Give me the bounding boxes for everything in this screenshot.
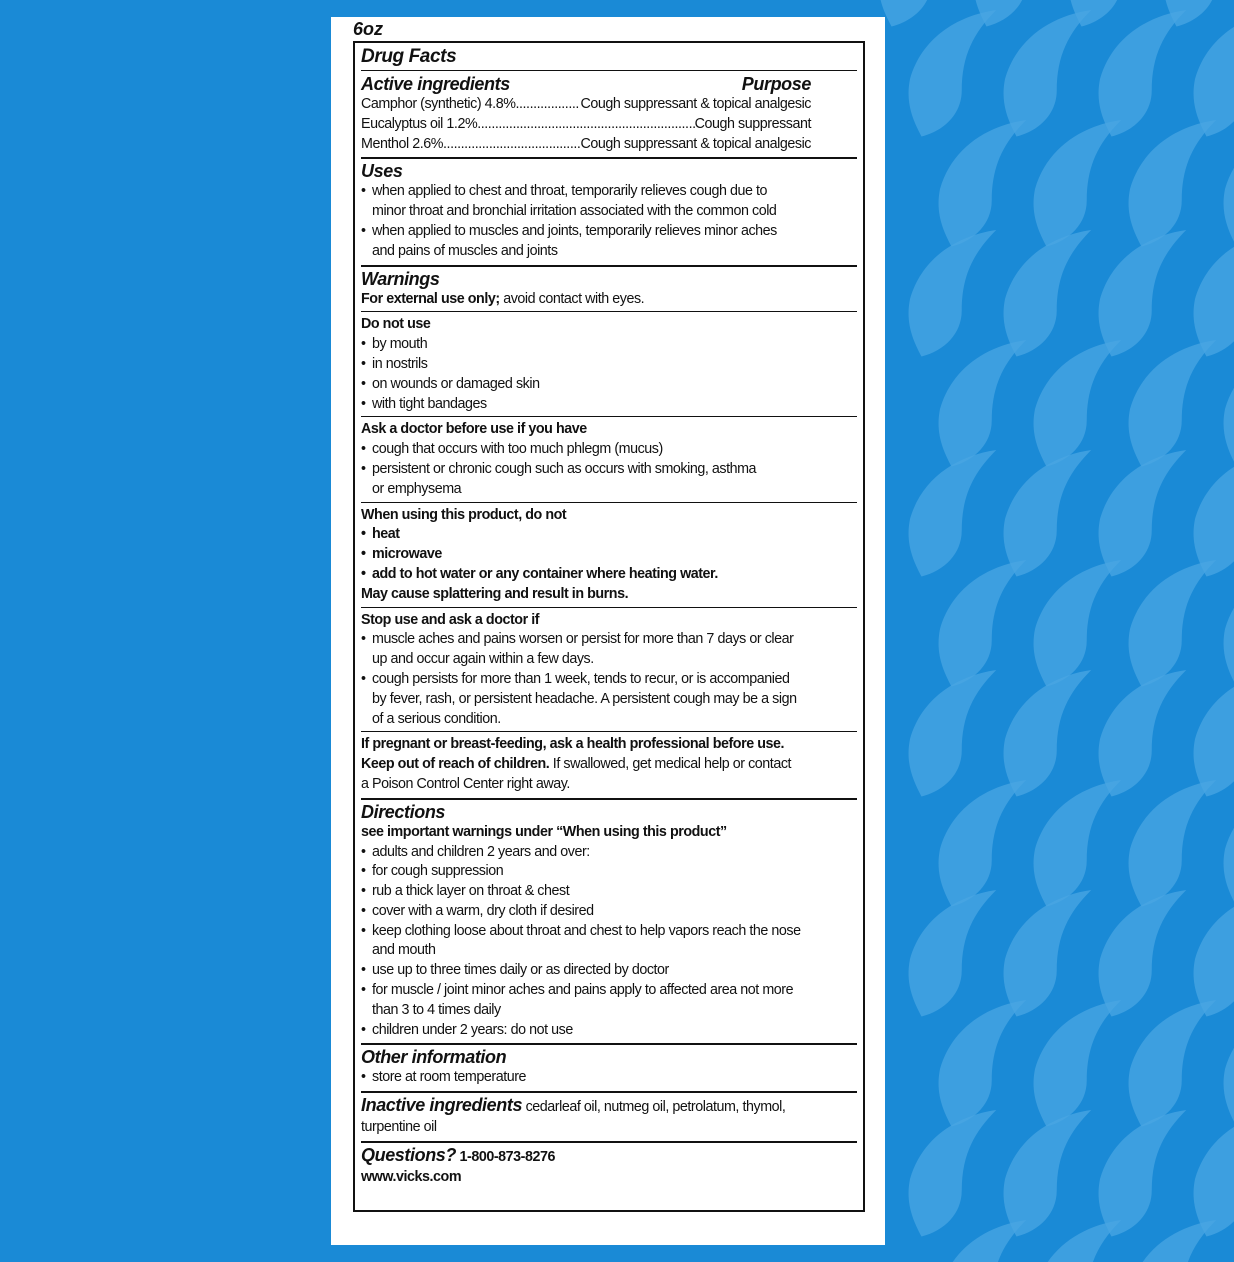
wave-shape bbox=[1194, 1110, 1234, 1237]
wave-shape bbox=[1099, 1110, 1187, 1237]
list-item: • when applied to chest and throat, temporarily relieves cough due to minor throat and bronchial irritation associated with the common cold bbox=[361, 182, 857, 222]
wave-shape bbox=[1194, 230, 1234, 357]
list-item: • use up to three times daily or as directed by doctor bbox=[361, 961, 857, 981]
inactive-ingredients-section: Inactive ingredients cedarleaf oil, nutmeg oil, petrolatum, thymol, turpentine oil bbox=[361, 1093, 857, 1143]
list-item: • in nostrils bbox=[361, 355, 857, 375]
wave-shape bbox=[1129, 1220, 1217, 1262]
warnings-heading: Warnings bbox=[361, 268, 440, 289]
active-ingredients-section bbox=[361, 43, 857, 159]
list-item: • heat bbox=[361, 525, 857, 545]
list-item: • for muscle / joint minor aches and pains apply to affected area not more than 3 to 4 times daily bbox=[361, 981, 857, 1021]
ingredient-row: Camphor (synthetic) 4.8% ..... Cough suppressant & topical analgesic bbox=[361, 95, 857, 115]
wave-shape bbox=[1129, 560, 1217, 687]
wave-shape bbox=[1224, 1000, 1234, 1127]
other-information-section bbox=[361, 1045, 857, 1093]
wave-shape bbox=[1194, 10, 1234, 137]
list-item: • for cough suppression bbox=[361, 862, 857, 882]
wave-shape bbox=[909, 230, 997, 357]
wave-shape bbox=[1034, 560, 1122, 687]
list-item: • persistent or chronic cough such as occurs with smoking, asthma or emphysema bbox=[361, 460, 857, 500]
questions-heading: Questions? bbox=[361, 1145, 457, 1166]
list-item: • by mouth bbox=[361, 335, 857, 355]
list-item: • cough that occurs with too much phlegm (mucus) bbox=[361, 440, 857, 460]
wave-shape bbox=[1224, 340, 1234, 467]
stop-use-block: Stop use and ask a doctor if • muscle aches and pains worsen or persist for more than 7 days or clear up and occur again within a few days. • cough persists for more than 1 week, tends to recur, or is accompanied by fever, rash, or persistent headache. A persistent cough may be a sign of a serious condition. bbox=[361, 611, 857, 730]
wave-shape bbox=[1129, 120, 1217, 247]
wave-shape bbox=[1034, 340, 1122, 467]
ingredient-row: Eucalyptus oil 1.2% ..... Cough suppressant bbox=[361, 115, 857, 135]
external-use-line: For external use only; avoid contact with eyes. bbox=[361, 290, 645, 307]
list-item: • keep clothing loose about throat and chest to help vapors reach the nose and mouth bbox=[361, 922, 857, 962]
wave-shape bbox=[909, 890, 997, 1017]
wave-shape bbox=[909, 10, 997, 137]
wave-shape bbox=[1129, 340, 1217, 467]
warnings-section bbox=[361, 267, 857, 800]
questions-section bbox=[361, 1143, 857, 1191]
wave-shape bbox=[939, 560, 1027, 687]
list-item: • microwave bbox=[361, 545, 857, 565]
active-ingredients-heading: Active ingredients bbox=[361, 74, 510, 94]
wave-shape bbox=[1069, 0, 1157, 27]
wave-shape bbox=[1034, 120, 1122, 247]
wave-shape bbox=[939, 1000, 1027, 1127]
wave-shape bbox=[1004, 670, 1092, 797]
wave-shape bbox=[939, 1220, 1027, 1262]
wave-shape bbox=[1194, 670, 1234, 797]
wave-shape bbox=[1099, 230, 1187, 357]
wave-shape bbox=[1004, 10, 1092, 137]
wave-shape bbox=[1099, 10, 1187, 137]
wave-shape bbox=[1034, 1000, 1122, 1127]
purpose-heading: Purpose bbox=[741, 74, 811, 94]
wave-shape bbox=[909, 1110, 997, 1237]
wave-shape bbox=[1129, 780, 1217, 907]
list-item: • add to hot water or any container where heating water. bbox=[361, 565, 857, 585]
wave-shape bbox=[1004, 230, 1092, 357]
list-item: • rub a thick layer on throat & chest bbox=[361, 882, 857, 902]
wave-shape bbox=[939, 340, 1027, 467]
uses-section bbox=[361, 159, 857, 266]
wave-shape bbox=[1004, 890, 1092, 1017]
list-item: • adults and children 2 years and over: bbox=[361, 843, 857, 863]
uses-heading: Uses bbox=[361, 161, 403, 182]
wave-shape bbox=[909, 670, 997, 797]
pregnancy-block: If pregnant or breast-feeding, ask a health professional before use. Keep out of reach of children. If swallowed, get medical help or contact a Poison Control Center right away. bbox=[361, 736, 792, 792]
wave-shape bbox=[1004, 450, 1092, 577]
drug-facts-panel bbox=[353, 41, 865, 1212]
list-item: • on wounds or damaged skin bbox=[361, 375, 857, 395]
list-item: • store at room temperature bbox=[361, 1068, 857, 1088]
wave-shape bbox=[1194, 450, 1234, 577]
other-information-heading: Other information bbox=[361, 1047, 507, 1068]
wave-shape bbox=[939, 120, 1027, 247]
list-item: • with tight bandages bbox=[361, 395, 857, 415]
drug-facts-card bbox=[331, 17, 885, 1245]
when-using-block: When using this product, do not • heat • microwave • add to hot water or any container where heating water. May cause splattering and result in burns. bbox=[361, 506, 857, 605]
list-item: • muscle aches and pains worsen or persist for more than 7 days or clear up and occur again within a few days. bbox=[361, 630, 857, 670]
ingredient-row: Menthol 2.6% ..... Cough suppressant & topical analgesic bbox=[361, 135, 857, 155]
wave-shape bbox=[1004, 1110, 1092, 1237]
wave-shape bbox=[1099, 890, 1187, 1017]
wave-shape bbox=[939, 780, 1027, 907]
wave-shape bbox=[1224, 560, 1234, 687]
list-item: • children under 2 years: do not use bbox=[361, 1021, 857, 1041]
wave-shape bbox=[1224, 120, 1234, 247]
wave-shape bbox=[1164, 0, 1234, 27]
ask-doctor-block: Ask a doctor before use if you have • cough that occurs with too much phlegm (mucus) • persistent or chronic cough such as occurs with smoking, asthma or emphysema bbox=[361, 420, 857, 499]
wave-shape bbox=[909, 450, 997, 577]
list-item: • cough persists for more than 1 week, tends to recur, or is accompanied by fever, rash, or persistent headache. A persistent cough may be a sign of a serious condition. bbox=[361, 670, 857, 729]
drug-facts-title: Drug Facts bbox=[361, 46, 857, 71]
wave-shape bbox=[974, 0, 1062, 27]
list-item: • cover with a warm, dry cloth if desired bbox=[361, 902, 857, 922]
wave-shape bbox=[1224, 1220, 1234, 1262]
website-link: www.vicks.com bbox=[361, 1169, 462, 1186]
phone-number: 1-800-873-8276 bbox=[459, 1149, 555, 1166]
inactive-ingredients-heading: Inactive ingredients bbox=[361, 1095, 523, 1116]
wave-shape bbox=[1129, 1000, 1217, 1127]
directions-section: Directions see important warnings under “When using this product” • adults and children 2 years and over: • for cough suppression • rub a thick layer on throat & chest • cover with a warm, dry cloth if desired • keep clothing loose about throat and chest to help vapors reach the nose and mouth • use up to three times daily or as directed by doctor • for muscle / joint minor aches and pains apply to affected area not more than 3 to 4 times daily • children under 2 years: do not use bbox=[361, 800, 857, 1046]
list-item: • when applied to muscles and joints, temporarily relieves minor aches and pains of muscles and joints bbox=[361, 222, 857, 262]
wave-shape bbox=[1034, 780, 1122, 907]
wave-shape bbox=[1099, 450, 1187, 577]
wave-shape bbox=[879, 0, 967, 27]
directions-heading: Directions bbox=[361, 801, 446, 822]
wave-shape bbox=[1034, 1220, 1122, 1262]
wave-shape bbox=[1099, 670, 1187, 797]
wave-shape bbox=[1194, 890, 1234, 1017]
do-not-use-block: Do not use • by mouth • in nostrils • on wounds or damaged skin • with tight bandages bbox=[361, 315, 857, 414]
wave-shape bbox=[1224, 780, 1234, 907]
net-weight: 6oz bbox=[353, 19, 384, 39]
